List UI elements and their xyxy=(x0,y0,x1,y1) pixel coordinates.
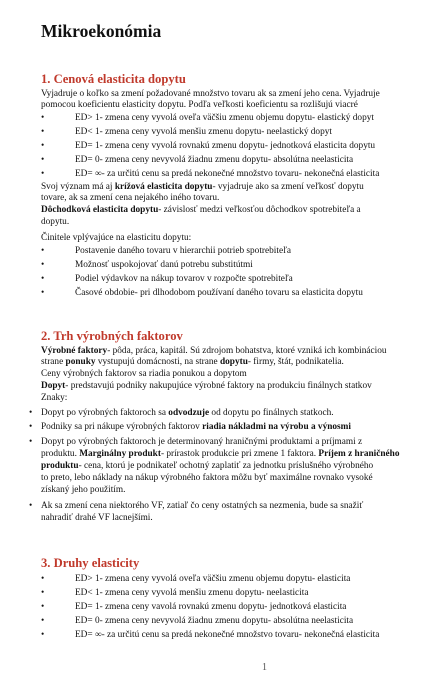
list-item: ED= 0- zmena ceny nevyvolá žiadnu zmenu dopytu- absolútna neelasticita xyxy=(75,616,354,626)
bullet: • xyxy=(41,155,45,165)
bullet: • xyxy=(29,408,33,418)
paragraph-line: Znaky: xyxy=(41,393,68,403)
paragraph-line: pomocou koeficientu elasticity dopytu. Podľa veľkosti koeficientu sa rozlišujú viacré xyxy=(41,100,358,110)
list-item: ED< 1- zmena ceny vyvolá menšiu zmenu dopytu- neelasticita xyxy=(75,588,309,598)
list-item-continued: nahradiť drahé VF lacnejšími. xyxy=(41,513,153,523)
bullet: • xyxy=(41,616,45,626)
list-item-continued: produktu. Marginálny produkt- prírastok produkcie pri zmene 1 faktora. Príjem z hraničného xyxy=(41,449,400,459)
paragraph-line: Vyjadruje o koľko sa zmení požadované množstvo tovaru ak sa zmení jeho cena. Vyjadruje xyxy=(41,89,380,99)
list-item-continued: to preto, lebo náklady na nákup výrobného faktora môžu byť maximálne rovnako vysoké xyxy=(41,473,373,483)
bullet: • xyxy=(41,602,45,612)
paragraph-line: Svoj význam má aj krížová elasticita dopytu- vyjadruje ako sa zmení veľkosť dopytu xyxy=(41,182,364,192)
bullet: • xyxy=(41,630,45,640)
bullet: • xyxy=(29,437,33,447)
bullet: • xyxy=(41,588,45,598)
list-item: Postavenie daného tovaru v hierarchii potrieb spotrebiteľa xyxy=(75,246,291,256)
list-item: ED= 1- zmena ceny vavolá rovnakú zmenu dopytu- jednotková elasticita xyxy=(75,602,347,612)
list-item: Časové obdobie- pri dlhodobom používaní daného tovaru sa elasticita dopytu xyxy=(75,288,363,298)
paragraph-line: Dôchodková elasticita dopytu- závislosť medzi veľkosťou dôchodkov spotrebiteľa a xyxy=(41,205,361,215)
document-title: Mikroekonómia xyxy=(41,21,162,41)
list-item: Možnosť uspokojovať danú potrebu substitútmi xyxy=(75,260,253,270)
bullet: • xyxy=(41,574,45,584)
list-item: Ak sa zmení cena niektorého VF, zatiaľ čo ceny ostatných sa nezmenia, bude sa snažiť xyxy=(41,501,364,511)
bullet: • xyxy=(41,169,45,179)
paragraph-line: strane ponuky vystupujú domácnosti, na strane dopytu- firmy, štát, podnikatelia. xyxy=(41,357,344,367)
paragraph-line: tovare, ak sa zmení cena nejakého iného tovaru. xyxy=(41,193,220,203)
paragraph-line: Činitele vplývajúce na elasticitu dopytu: xyxy=(41,233,192,243)
bullet: • xyxy=(41,260,45,270)
list-item: ED= 1- zmena ceny vyvolá rovnakú zmenu dopytu- jednotková elasticita dopytu xyxy=(75,141,376,151)
bullet: • xyxy=(29,501,33,511)
list-item: ED= 0- zmena ceny nevyvolá žiadnu zmenu dopytu- absolútna neelasticita xyxy=(75,155,354,165)
section-2-heading: 2. Trh výrobných faktorov xyxy=(41,329,183,343)
bullet: • xyxy=(41,288,45,298)
section-1-heading: 1. Cenová elasticita dopytu xyxy=(41,72,186,86)
list-item: ED> 1- zmena ceny vyvolá oveľa väčšiu zmenu objemu dopytu- elasticita xyxy=(75,574,351,584)
bullet: • xyxy=(41,113,45,123)
bullet: • xyxy=(41,246,45,256)
bullet: • xyxy=(41,127,45,137)
list-item: Dopyt po výrobných faktoroch sa odvodzuje od dopytu po finálnych statkoch. xyxy=(41,408,334,418)
paragraph-line: Dopyt- predstavujú podniky nakupujúce výrobné faktory na produkciu finálnych statkov xyxy=(41,381,372,391)
list-item-continued: získaný jeho použitím. xyxy=(41,485,126,495)
list-item: ED< 1- zmena ceny vyvolá menšiu zmenu dopytu- neelastický dopyt xyxy=(75,127,332,137)
list-item: ED> 1- zmena ceny vyvolá oveľa väčšiu zmenu objemu dopytu- elastický dopyt xyxy=(75,113,374,123)
list-item: ED= ∞- za určitú cenu sa predá nekonečné množstvo tovaru- nekonečná elasticita xyxy=(75,630,380,640)
paragraph-line: Výrobné faktory- pôda, práca, kapitál. Sú zdrojom bohatstva, ktoré vzniká ich kombináciou xyxy=(41,346,387,356)
list-item: ED= ∞- za určitú cenu sa predá nekonečné množstvo tovaru- nekonečná elasticita xyxy=(75,169,380,179)
section-3-heading: 3. Druhy elasticity xyxy=(41,556,140,570)
paragraph-line: dopytu. xyxy=(41,217,70,227)
bullet: • xyxy=(41,141,45,151)
page-number: 1 xyxy=(262,662,267,673)
list-item: Podiel výdavkov na nákup tovarov v rozpočte spotrebiteľa xyxy=(75,274,293,284)
list-item-continued: produktu- cena, ktorú je podnikateľ ochotný zaplatiť za jednotku príslušného výrobného xyxy=(41,461,374,471)
bullet: • xyxy=(29,422,33,432)
list-item: Dopyt po výrobných faktoroch je determinovaný hraničnými produktami a príjmami z xyxy=(41,437,363,447)
list-item: Podniky sa pri nákupe výrobných faktorov riadia nákladmi na výrobu a výnosmi xyxy=(41,422,351,432)
bullet: • xyxy=(41,274,45,284)
paragraph-line: Ceny výrobných faktorov sa riadia ponukou a dopytom xyxy=(41,369,247,379)
